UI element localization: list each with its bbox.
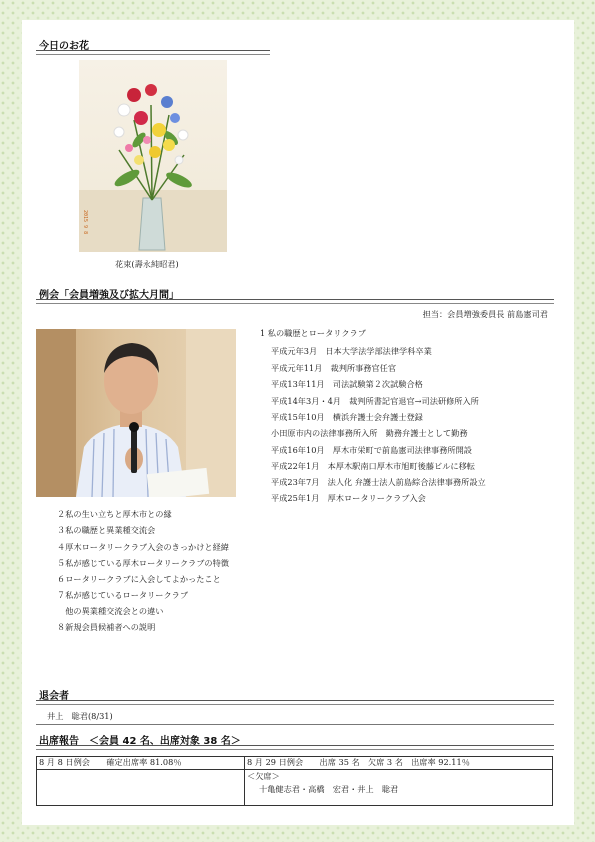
career-item: 平成元年11月 裁判所事務官任官 (271, 363, 397, 373)
attendance-table (36, 756, 553, 806)
speaker-illustration (36, 329, 236, 497)
career-item: 平成22年1月 本厚木駅南口厚木市旭町後藤ビルに移転 (271, 461, 475, 471)
aug29-attendance: 8 月 29 日例会 出席 35 名 欠席 3 名 出席率 92.11％ (245, 757, 552, 770)
topic-item: ４厚木ロータリークラブ入会のきっかけと経緯 (57, 542, 229, 552)
meeting-section-rule (36, 299, 554, 304)
flower-section-title: 今日のお花 (39, 41, 89, 52)
absent-names: 十亀健志君・高橋 宏君・井上 聡君 (259, 784, 399, 794)
retirement-section-rule (36, 700, 554, 705)
attendance-cell-aug8 (37, 757, 245, 806)
attendance-cell-aug29 (245, 757, 553, 806)
retirement-section-title: 退会者 (39, 691, 69, 702)
career-item: 平成16年10月 厚木市栄町で前島憲司法律事務所開設 (271, 445, 472, 455)
topic-item: ２私の生い立ちと厚木市との縁 (57, 509, 172, 519)
retirement-entry: 井上 聡君(8/31) (47, 711, 113, 721)
flower-section-rule (36, 50, 270, 55)
topic-item: ３私の職歴と異業種交流会 (57, 525, 156, 535)
presenter-line: 担当：会員増強委員長 前島憲司君 (422, 309, 548, 319)
speaker-photo (36, 329, 236, 497)
career-item: 平成15年10月 横浜弁護士会弁護士登録 (271, 412, 423, 422)
retirement-bottom-rule (36, 724, 554, 725)
topic-item: ７私が感じているロータリークラブ (57, 590, 189, 600)
career-item: 平成13年11月 司法試験第２次試験合格 (271, 379, 423, 389)
flower-caption: 花束(壽永純昭君) (115, 259, 179, 269)
newsletter-page (22, 20, 574, 825)
attendance-section-title: 出席報告 ＜会員 42 名、出席対象 38 名＞ (39, 736, 241, 747)
topic-item: 他の異業種交流会との違い (57, 606, 164, 616)
career-item: 平成元年3月 日本大学法学部法律学科卒業 (271, 346, 432, 356)
career-item: 平成14年3月・4月 裁判所書記官退官→司法研修所入所 (271, 396, 479, 406)
topic-item: ８新規会員候補者への説明 (57, 622, 156, 632)
topic-item: ６ロータリークラブに入会してよかったこと (57, 574, 221, 584)
photo-date-stamp: 2015 9 8 (82, 210, 88, 235)
career-item: 小田原市内の法律事務所入所 勤務弁護士として勤務 (271, 428, 468, 438)
career-item: 平成25年1月 厚木ロータリークラブ入会 (271, 493, 426, 503)
career-item: 平成23年7月 法人化 弁護士法人前島綜合法律事務所設立 (271, 477, 486, 487)
career-heading: 1 私の職歴とロータリクラブ (260, 328, 366, 338)
meeting-section-title: 例会「会員増強及び拡大月間」 (39, 290, 179, 301)
attendance-section-rule (36, 745, 554, 750)
flower-bouquet-illustration (79, 60, 227, 252)
flower-bouquet-photo (79, 60, 227, 252)
aug8-attendance: 8 月 8 日例会 確定出席率 81.08％ (37, 757, 244, 770)
absent-label: ＜欠席＞ (247, 771, 280, 781)
topic-item: ５私が感じている厚木ロータリークラブの特徴 (57, 558, 229, 568)
